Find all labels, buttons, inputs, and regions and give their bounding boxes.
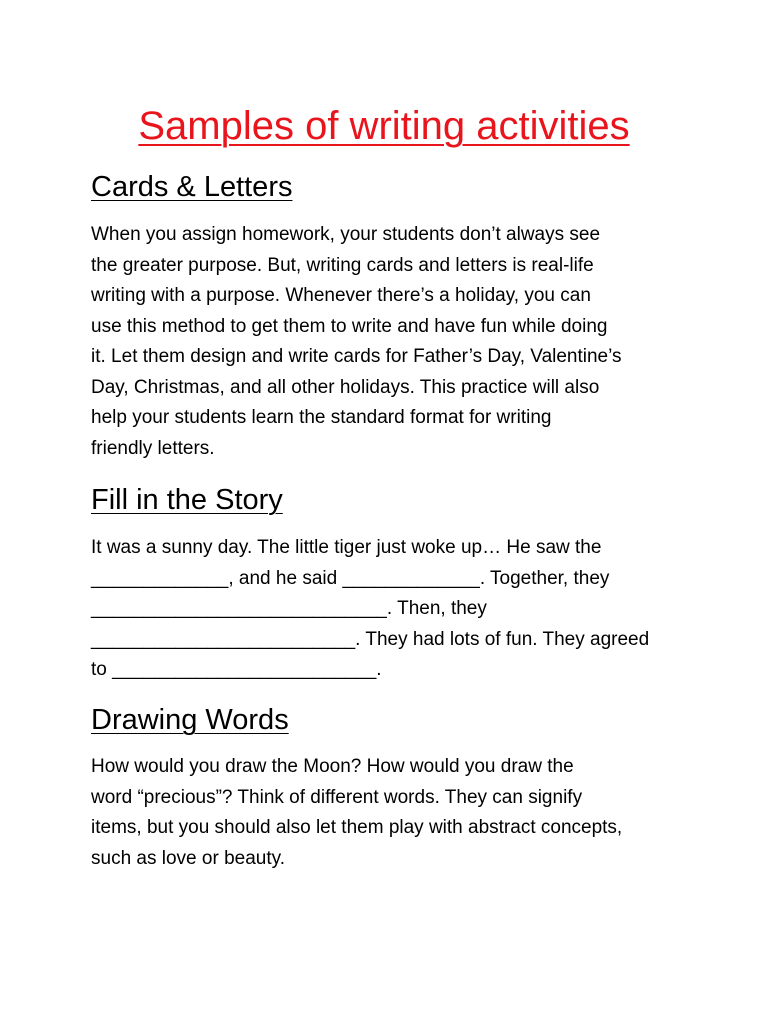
- paragraph-line: word “precious”? Think of different words. They can signify: [91, 786, 583, 808]
- paragraph-line: writing with a purpose. Whenever there’s a holiday, you can: [91, 285, 591, 306]
- paragraph-line: the greater purpose. But, writing cards and letters is real-life: [91, 254, 594, 276]
- paragraph-line: it. Let them design and write cards for Father’s Day, Valentine’s: [91, 346, 622, 367]
- story-line: It was a sunny day. The little tiger just woke up… He saw the: [91, 537, 602, 558]
- paragraph-line: Day, Christmas, and all other holidays. This practice will also: [91, 376, 600, 398]
- story-line: _________________________. They had lots of fun. They agreed: [91, 628, 650, 650]
- paragraph-line: items, but you should also let them play with abstract concepts,: [91, 817, 623, 838]
- document-title: Samples of writing activities: [138, 104, 630, 148]
- paragraph-line: When you assign homework, your students don’t always see: [91, 224, 601, 245]
- section-body-fill-in-the-story: [91, 533, 691, 686]
- story-line: _____________, and he said _____________. Together, they: [91, 567, 610, 589]
- section-body-drawing-words: [91, 752, 691, 874]
- section-heading-drawing-words: Drawing Words: [91, 704, 289, 736]
- paragraph-line: friendly letters.: [91, 437, 215, 459]
- paragraph-line: use this method to get them to write and have fun while doing: [91, 315, 608, 337]
- paragraph-line: How would you draw the Moon? How would you draw the: [91, 756, 574, 777]
- story-line: ____________________________. Then, they: [91, 598, 487, 619]
- section-heading-fill-in-the-story: Fill in the Story: [91, 484, 283, 516]
- section-heading-cards-letters: Cards & Letters: [91, 171, 293, 203]
- paragraph-line: such as love or beauty.: [91, 847, 285, 869]
- story-line: to _________________________.: [91, 659, 382, 680]
- paragraph-line: help your students learn the standard format for writing: [91, 407, 552, 428]
- section-body-cards-letters: [91, 220, 691, 464]
